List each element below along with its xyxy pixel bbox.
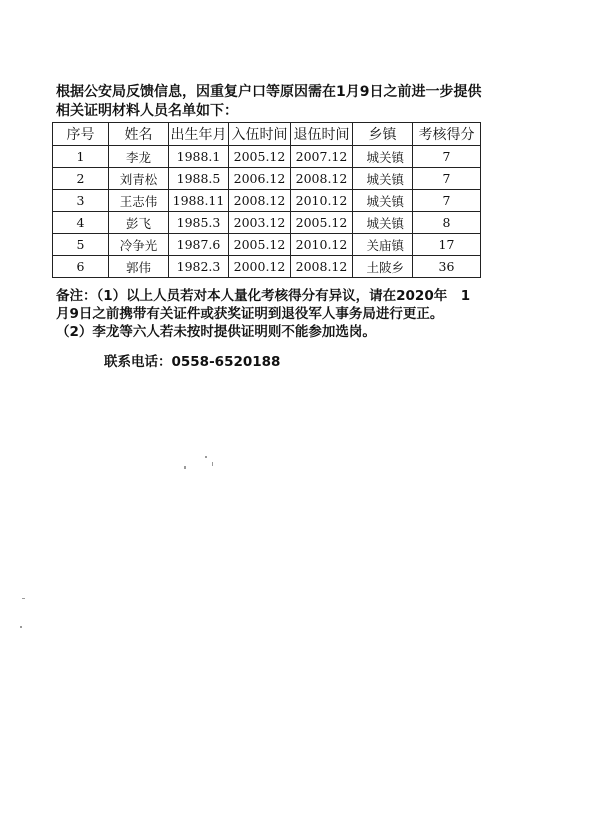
cell-index: 3	[53, 190, 109, 212]
cell-name: 王志伟	[109, 190, 169, 212]
cell-name: 李龙	[109, 146, 169, 168]
header-township: 乡镇	[353, 123, 413, 146]
cell-score: 7	[413, 168, 481, 190]
personnel-table	[52, 122, 481, 278]
cell-index: 6	[53, 256, 109, 278]
cell-name: 郭伟	[109, 256, 169, 278]
contact-phone: 联系电话：0558-6520188	[104, 354, 281, 370]
cell-enlist: 2005.12	[229, 146, 291, 168]
cell-discharge: 2010.12	[291, 234, 353, 256]
cell-discharge: 2005.12	[291, 212, 353, 234]
header-score: 考核得分	[413, 123, 481, 146]
scan-speck	[22, 598, 25, 599]
scan-speck	[20, 626, 22, 628]
table-row	[53, 146, 481, 168]
cell-index: 4	[53, 212, 109, 234]
table-row	[53, 168, 481, 190]
cell-index: 2	[53, 168, 109, 190]
cell-index: 5	[53, 234, 109, 256]
table-row	[53, 234, 481, 256]
cell-score: 7	[413, 190, 481, 212]
cell-index: 1	[53, 146, 109, 168]
cell-score: 36	[413, 256, 481, 278]
cell-enlist: 2000.12	[229, 256, 291, 278]
header-discharge: 退伍时间	[291, 123, 353, 146]
cell-township: 城关镇	[353, 146, 413, 168]
intro-line-1: 根据公安局反馈信息，因重复户口等原因需在1月9日之前进一步提供	[56, 84, 482, 100]
cell-name: 刘青松	[109, 168, 169, 190]
cell-township: 土陂乡	[353, 256, 413, 278]
cell-discharge: 2010.12	[291, 190, 353, 212]
table-row	[53, 212, 481, 234]
header-enlist: 入伍时间	[229, 123, 291, 146]
cell-score: 7	[413, 146, 481, 168]
cell-score: 8	[413, 212, 481, 234]
cell-birth: 1985.3	[169, 212, 229, 234]
note-line-1: 备注：（1）以上人员若对本人量化考核得分有异议，请在2020年 1	[56, 288, 471, 304]
cell-township: 关庙镇	[353, 234, 413, 256]
table-header-row	[53, 123, 481, 146]
cell-birth: 1982.3	[169, 256, 229, 278]
cell-birth: 1988.5	[169, 168, 229, 190]
header-index: 序号	[53, 123, 109, 146]
note-line-2: 月9日之前携带有关证件或获奖证明到退役军人事务局进行更正。	[56, 306, 444, 322]
header-name: 姓名	[109, 123, 169, 146]
notes-section	[56, 287, 496, 341]
cell-score: 17	[413, 234, 481, 256]
cell-enlist: 2008.12	[229, 190, 291, 212]
cell-discharge: 2007.12	[291, 146, 353, 168]
header-birth: 出生年月	[169, 123, 229, 146]
intro-paragraph	[56, 83, 496, 121]
cell-discharge: 2008.12	[291, 168, 353, 190]
cell-birth: 1988.11	[169, 190, 229, 212]
cell-township: 城关镇	[353, 190, 413, 212]
table-row	[53, 256, 481, 278]
table-row	[53, 190, 481, 212]
scan-speck	[205, 456, 207, 458]
cell-name: 彭飞	[109, 212, 169, 234]
cell-birth: 1987.6	[169, 234, 229, 256]
cell-enlist: 2006.12	[229, 168, 291, 190]
intro-line-2: 相关证明材料人员名单如下：	[56, 103, 238, 119]
scan-speck	[212, 462, 213, 466]
cell-name: 冷争光	[109, 234, 169, 256]
cell-discharge: 2008.12	[291, 256, 353, 278]
cell-township: 城关镇	[353, 168, 413, 190]
cell-enlist: 2005.12	[229, 234, 291, 256]
cell-township: 城关镇	[353, 212, 413, 234]
cell-enlist: 2003.12	[229, 212, 291, 234]
note-line-3: （2）李龙等六人若未按时提供证明则不能参加选岗。	[56, 324, 376, 340]
cell-birth: 1988.1	[169, 146, 229, 168]
scan-speck	[184, 466, 186, 469]
